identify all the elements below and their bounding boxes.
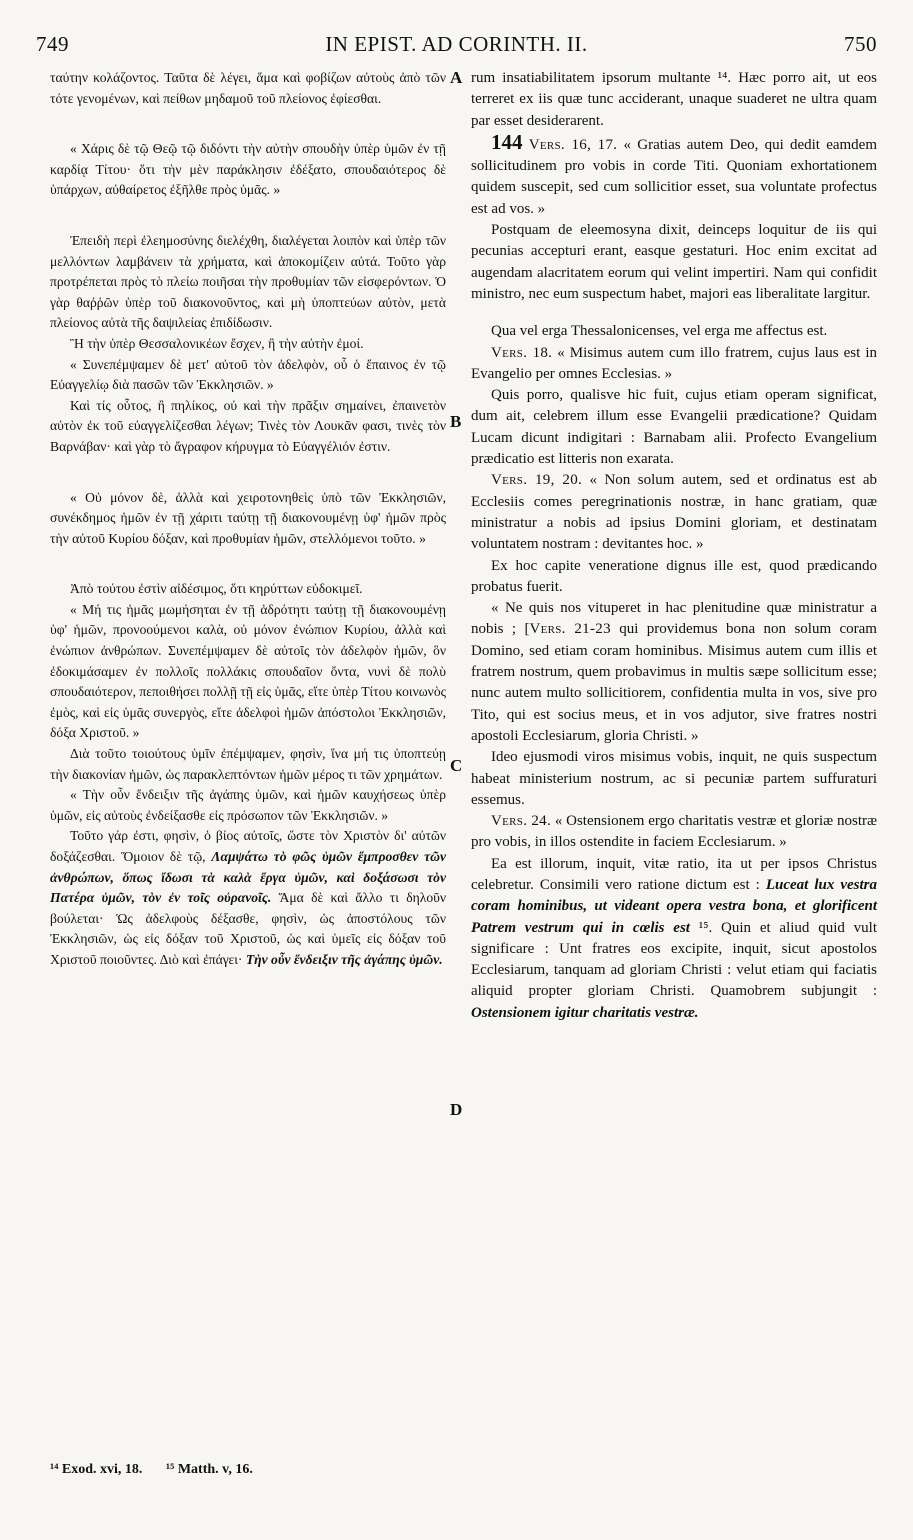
greek-paragraph: Ἀπὸ τούτου ἐστὶν αἰδέσιμος, ὅτι κηρύττων εὐδοκιμεῖ. — [70, 581, 363, 597]
section-marker-a: A — [450, 68, 463, 87]
latin-paragraph — [471, 854, 877, 1024]
page-number-left: 749 — [36, 32, 69, 56]
verse-reference: Vers. 24. — [491, 813, 552, 830]
page-number-right: 750 — [844, 32, 877, 56]
greek-text: Ἅμα δὲ καὶ ἄλλο τι δηλοῦν βούλεται· Ὡς ἀδελφοὺς δέξασθε, φησὶν, ὡς ἀποστόλους τῶν Ἐκκλησιῶν, ὡς εἰς δόξαν τοῦ Χριστοῦ, ὡς καὶ ὑμεῖς εἰς δόξαν τοῦ Χριστοῦ ποιοῦντες. Διὸ καὶ ἐπάγει· — [50, 890, 446, 967]
greek-text: Τοῦτο γάρ ἐστι, φησὶν, ὁ βίος αὐτοῖς, ὥστε τὸν Χριστὸν δι' αὐτῶν δοξάζεσθαι. Ὅμοιον δὲ τῷ, — [50, 828, 446, 864]
latin-text: « Gratias autem Deo, qui dedit eamdem sollicitudinem pro vobis in corde Titi. Quoniam exhortationem quidem suscepit, sed cum sollicitior esset, sua voluntate profectus est ad vos. » — [471, 136, 877, 217]
greek-paragraph: Διὰ τοῦτο τοιούτους ὑμῖν ἐπέμψαμεν, φησὶν, ἵνα μή τις ὑποπτεύῃ τὴν διακονίαν ἡμῶν, ὡς παρακλεπτόντων ἡμῶν μέρος τι τῶν χρημάτων. — [50, 746, 446, 782]
latin-paragraph: Ex hoc capite veneratione dignus ille est, quod prædicando probatus fuerit. — [471, 557, 877, 595]
greek-scripture-quote: « Μή τις ἡμᾶς μωμήσηται ἐν τῇ ἁδρότητι ταύτῃ τῇ διακονουμένῃ ὑφ' ἡμῶν, προνοούμενοι καλὰ, οὐ μόνον ἐνώπιον Κυρίου, ἀλλὰ καὶ ἐνώπιον ἀνθρώπων. Συνεπέμψαμεν δὲ αὐτοῖς τὸν ἀδελφὸν ἡμῶν, ὃν ἐδοκιμάσαμεν ἐν πολλοῖς πολλάκις σπουδαῖον ὄντα, νυνὶ δὲ πολὺ σπουδαιότερον, πεποιθήσει πολλῇ τῇ εἰς ὑμᾶς, εἴτε ὑπὲρ Τίτου κοινωνὸς ἐμὸς, καὶ εἰς ὑμᾶς συνεργὸς, εἴτε ἀδελφοὶ ἡμῶν ἀπόστολοι Ἐκκλησιῶν, δόξα Χριστοῦ. » — [50, 601, 446, 741]
verse-reference: Vers. 18. — [491, 344, 553, 361]
latin-scripture-quote — [471, 811, 877, 854]
latin-column — [471, 68, 877, 1024]
latin-scripture-quote — [471, 598, 877, 747]
latin-text: Ea est illorum, inquit, vitæ ratio, ita ut per ipsos Christus celebretur. Consimili vero ratione dictum est : — [471, 855, 877, 893]
latin-text: « Ne quis nos vituperet in hac plenitudine quæ ministratur a nobis ; [ — [471, 600, 877, 638]
latin-paragraph: Qua vel erga Thessalonicenses, vel erga me affectus est. — [491, 323, 828, 340]
latin-text: « Ostensionem ergo charitatis vestræ et gloriæ nostræ pro vobis, in illos ostendite in faciem Ecclesiarum. » — [471, 813, 877, 851]
greek-scripture-quote: « Οὐ μόνον δὲ, ἀλλὰ καὶ χειροτονηθεὶς ὑπὸ τῶν Ἐκκλησιῶν, συνέκδημος ἡμῶν ἐν τῇ χάριτι ταύτῃ τῇ διακονουμένῃ ὑφ' ἡμῶν πρὸς τὴν αὐτοῦ Κυρίου δόξαν, καὶ προθυμίαν ἡμῶν, στελλόμενοι τοῦτο. » — [50, 489, 446, 546]
footnote: ¹⁴ Exod. xvi, 18. — [50, 1462, 143, 1477]
latin-scripture-quote — [471, 470, 877, 555]
greek-column — [50, 68, 446, 971]
latin-text: qui providemus bona non solum coram Domino, sed etiam coram hominibus. Misimus autem cum illis et fratrem nostrum, quem probavimus in multis sæpe sollicitum esse; nunc autem multo sollicitiorem, confidentia multa in vos, sive pro Tito, qui est socius meus, et in vos adjutor, sive fratres nostri apostoli Ecclesiarum, gloria Christi. » — [471, 621, 877, 744]
greek-citation: Λαμψάτω τὸ φῶς ὑμῶν ἔμπροσθεν τῶν ἀνθρώπων, ὅπως ἴδωσι τὰ καλὰ ἔργα ὑμῶν, καὶ δοξάσωσι τὸν Πατέρα ὑμῶν, τὸν ἐν τοῖς οὐρανοῖς. — [50, 849, 446, 906]
greek-paragraph: Ἢ τὴν ὑπὲρ Θεσσαλονικέων ἔσχεν, ἢ τὴν αὐτὴν ἐμοί. — [70, 335, 364, 351]
verse-reference: Vers. 16, 17. — [528, 136, 618, 153]
latin-paragraph: Ideo ejusmodi viros misimus vobis, inquit, ne quis suspectum habeat ministerium nostrum, ac si pecuniæ partem suffuraturi essemus. — [471, 749, 877, 808]
latin-scripture-quote — [471, 343, 877, 386]
footnote: ¹⁵ Matth. v, 16. — [165, 1462, 253, 1477]
latin-citation: Ostensionem igitur charitatis vestræ. — [471, 1004, 699, 1021]
latin-paragraph: Postquam de eleemosyna dixit, deinceps loquitur de iis qui pecunias accepturi erant, easque gestaturi. Hoc enim excitat ad augendam alacritatem eorum qui velint impertiri. Nam qui confidit ministro, nec eum suspectum habet, majori eas liberalitate largitur. — [471, 222, 877, 302]
verse-reference: Vers. 19, 20. — [491, 472, 583, 489]
section-marker-d: D — [450, 1100, 463, 1119]
greek-paragraph: Καὶ τίς οὗτος, ἢ πηλίκος, οὐ καὶ τὴν πρᾶξιν σημαίνει, ἐπαινετὸν αὐτὸν ἐκ τοῦ εὐαγγελίζεσθαι λέγων; Τινὲς τὸν Λουκᾶν φασι, τινὲς τὸν Βαρνάβαν· καὶ γὰρ τὸ ἄγραφον κήρυγμα τὸ Εὐαγγέλιόν ἐστιν. — [50, 397, 446, 454]
running-title: IN EPIST. AD CORINTH. II. — [325, 32, 588, 56]
greek-scripture-quote: « Συνεπέμψαμεν δὲ μετ' αὐτοῦ τὸν ἀδελφὸν, οὗ ὁ ἔπαινος ἐν τῷ Εὐαγγελίῳ διὰ πασῶν τῶν Ἐκκλησιῶν. » — [50, 356, 446, 393]
running-header — [36, 32, 877, 60]
section-marker-b: B — [450, 412, 462, 431]
section-number: 144 — [491, 129, 523, 154]
greek-paragraph: Ἐπειδὴ περὶ ἐλεημοσύνης διελέχθη, διαλέγεται λοιπὸν καὶ ὑπὲρ τῶν μελλόντων λαμβάνειν τὰ χρήματα, καὶ ἀποκομίζειν αὐτά. Τοῦτο γὰρ προτρέπεται πρὸς τὸ πλείω ποιῆσαι τὴν προθυμίαν τῶν εἰσφερόντων. Ὁ γὰρ θαῤῥῶν ὑπὲρ τοῦ διακονοῦντος, καὶ μὴ ὑποπτεύων αὐτὸν, μετὰ πλείονος αὐτὰ τῆς δαψιλείας ἐπιδίδωσιν. — [50, 232, 446, 331]
greek-scripture-quote: « Χάρις δὲ τῷ Θεῷ τῷ διδόντι τὴν αὐτὴν σπουδὴν ὑπὲρ ὑμῶν ἐν τῇ καρδίᾳ Τίτου· ὅτι τὴν μὲν παράκλησιν ἐδέξατο, σπουδαιότερος δὲ ὑπάρχων, αὐθαίρετος ἐξῆλθε πρὸς ὑμᾶς. » — [50, 141, 446, 198]
greek-paragraph — [50, 826, 446, 970]
footnotes — [50, 1462, 446, 1478]
greek-paragraph: ταύτην κολάζοντος. Ταῦτα δὲ λέγει, ἅμα καὶ φοβίζων αὐτοὺς ἀπὸ τῶν τότε γενομένων, καὶ πείθων μηδαμοῦ τοῦ πλείονος ἐφίεσθαι. — [50, 70, 446, 106]
latin-text: « Misimus autem cum illo fratrem, cujus laus est in Evangelio per omnes Ecclesias. » — [471, 344, 877, 382]
section-marker-c: C — [450, 756, 463, 775]
greek-citation: Τὴν οὖν ἔνδειξιν τῆς ἀγάπης ὑμῶν. — [245, 951, 443, 967]
latin-paragraph: rum insatiabilitatem ipsorum multante ¹⁴. Hæc porro ait, ut eos terreret ex iis quæ tunc acciderant, unaque suaderet ne ultra quam par esset desiderarent. — [471, 70, 877, 129]
latin-text: « Non solum autem, sed et ordinatus est ab Ecclesiis comes peregrinationis nostræ, in hanc gratiam, quæ ministratur a nobis ad ipsius Domini gloriam, et destinatam voluntatem nostram : devitantes hoc. » — [471, 472, 878, 553]
verse-reference: Vers. 21-23 — [529, 621, 611, 638]
latin-text: ¹⁵. Quin et aliud quid vult significare : Unt fratres eos excipite, inquit, sicut apostolos Ecclesiarum, tanquam ad gloriam Christi : velut etiam qui faciatis aliquid propter gloriam Christi. Quamobrem subjungit : — [471, 919, 878, 1000]
latin-citation: Luceat lux vestra coram hominibus, ut videant opera vestra bona, et glorificent Patrem vestrum qui in cœlis est — [471, 876, 877, 936]
greek-scripture-quote: « Τὴν οὖν ἔνδειξιν τῆς ἀγάπης ὑμῶν, καὶ ἡμῶν καυχήσεως ὑπὲρ ὑμῶν, εἰς αὐτοὺς ἐνδείξασθε εἰς πρόσωπον τῶν Ἐκκλησιῶν. » — [50, 787, 446, 823]
latin-paragraph: Quis porro, qualisve hic fuit, cujus etiam operam significat, dum ait, celebrem illum esse Evangelii prædicatione? Quidam Lucam dicunt indigitari : Barnabam alii. Profecto Evangelium prædicatio est litteris non exarata. — [471, 387, 877, 468]
latin-scripture-quote — [471, 129, 877, 220]
